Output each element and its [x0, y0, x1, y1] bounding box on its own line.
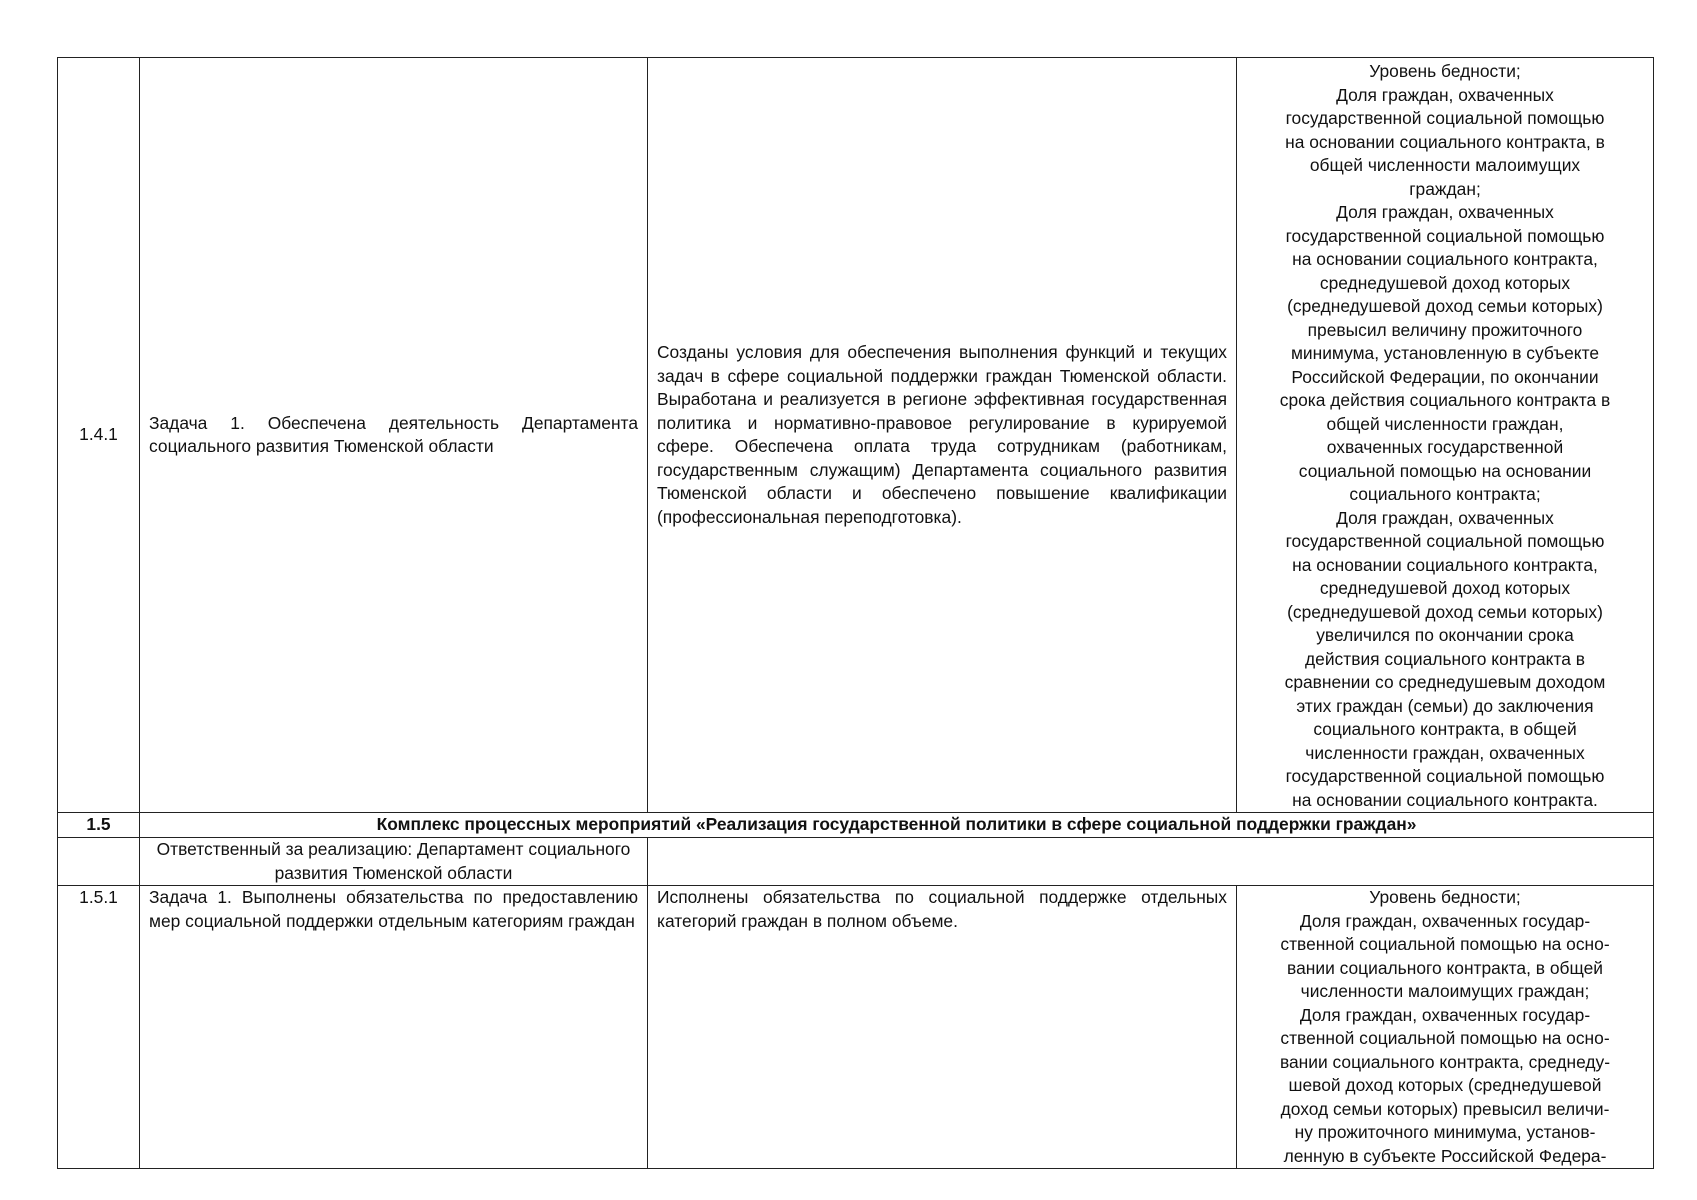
responsible-row — [58, 838, 1654, 886]
indicators-cell — [1237, 886, 1654, 1169]
indicator-line: охваченных государственной — [1326, 437, 1564, 457]
indicator-line: Доля граждан, охваченных — [1336, 507, 1554, 528]
indicator-line: численности граждан, охваченных — [1305, 742, 1585, 763]
document-table — [57, 57, 1654, 1169]
row-number: 1.4.1 — [58, 58, 140, 813]
table-row — [58, 58, 1654, 813]
indicator-line: превысил величину прожиточного — [1307, 319, 1583, 340]
indicator-line: численности малоимущих граждан; — [1300, 981, 1590, 1001]
indicator-line: ну прожиточного минимума, установ- — [1294, 1122, 1596, 1142]
indicator-line: минимума, установленную в субъекте — [1290, 343, 1600, 363]
indicator-line: государственной социальной помощью — [1285, 225, 1605, 246]
indicator-line: вании социального контракта, среднеду- — [1279, 1051, 1611, 1072]
task-cell: Задача 1. Обеспечена деятельность Департамента социального развития Тюменской области — [140, 58, 648, 813]
indicator-line: Российской Федерации, по окончании — [1291, 366, 1599, 387]
indicator-line: шевой доход которых (среднедушевой — [1288, 1075, 1602, 1095]
indicator-line: доход семьи которых) превысил величи- — [1280, 1098, 1610, 1119]
row-number: 1.5.1 — [58, 886, 140, 1169]
indicator-line: социального контракта; — [1349, 484, 1541, 504]
result-cell: Исполнены обязательства по социальной поддержке отдельных категорий граждан в полном объеме. — [648, 886, 1237, 1169]
indicator-line: государственной социальной помощью — [1285, 766, 1605, 786]
indicator-line: общей численности малоимущих — [1309, 155, 1581, 175]
task-cell: Задача 1. Выполнены обязательства по предоставлению мер социальной поддержки отдельным категориям граждан — [140, 886, 648, 1169]
section-title: Комплекс процессных мероприятий «Реализация государственной политики в сфере социальной поддержки граждан» — [140, 813, 1654, 838]
empty-cell — [648, 838, 1654, 886]
indicator-line: Уровень бедности; — [1369, 61, 1521, 81]
responsible-text: Ответственный за реализацию: Департамент социального развития Тюменской области — [140, 838, 648, 886]
indicator-line: (среднедушевой доход семьи которых) — [1287, 601, 1603, 622]
table-row — [58, 886, 1654, 1169]
empty-cell — [58, 838, 140, 886]
indicator-line: на основании социального контракта. — [1292, 789, 1598, 810]
indicators-cell — [1237, 58, 1654, 813]
indicator-line: Доля граждан, охваченных государ- — [1299, 1004, 1591, 1025]
indicator-line: действия социального контракта в — [1305, 648, 1585, 669]
indicator-line: социального контракта, в общей — [1313, 719, 1577, 739]
indicator-line: ленную в субъекте Российской Федера- — [1283, 1145, 1607, 1166]
indicator-line: Доля граждан, охваченных — [1336, 202, 1554, 222]
indicator-line: на основании социального контракта, в — [1285, 131, 1605, 152]
indicator-line: государственной социальной помощью — [1285, 531, 1605, 551]
section-header-row — [58, 813, 1654, 838]
section-number: 1.5 — [58, 813, 140, 838]
indicator-line: Доля граждан, охваченных государ- — [1299, 910, 1591, 931]
indicator-line: срока действия социального контракта в — [1279, 390, 1611, 410]
result-cell: Созданы условия для обеспечения выполнения функций и текущих задач в сфере социальной поддержки граждан Тюменской области. Выработана и реализуется в регионе эффективная государственная политика и нормативно-правовое регулирование в курируемой сфере. Обеспечена оплата труда сотрудникам (работникам, государственным служащим) Департамента социального развития Тюменской области и обеспечено повышение квалификации (профессиональная переподготовка). — [648, 58, 1237, 813]
indicator-line: социальной помощью на основании — [1298, 460, 1592, 481]
indicator-line: государственной социальной помощью — [1285, 108, 1605, 128]
indicator-line: Уровень бедности; — [1369, 887, 1521, 907]
indicator-line: этих граждан (семьи) до заключения — [1296, 695, 1594, 716]
indicator-line: на основании социального контракта, — [1292, 554, 1598, 575]
indicator-line: увеличился по окончании срока — [1316, 625, 1574, 645]
indicator-line: граждан; — [1409, 178, 1481, 199]
indicator-line: на основании социального контракта, — [1292, 249, 1598, 269]
indicator-line: сравнении со среднедушевым доходом — [1284, 672, 1606, 692]
indicator-line: общей численности граждан, — [1326, 413, 1564, 434]
indicator-line: вании социального контракта, в общей — [1287, 957, 1603, 978]
indicator-line: среднедушевой доход которых — [1319, 578, 1571, 598]
indicator-line: (среднедушевой доход семьи которых) — [1287, 296, 1603, 316]
indicator-line: Доля граждан, охваченных — [1336, 84, 1554, 105]
indicator-line: ственной социальной помощью на осно- — [1280, 1028, 1610, 1048]
indicator-line: ственной социальной помощью на осно- — [1280, 934, 1610, 954]
indicator-line: среднедушевой доход которых — [1319, 272, 1571, 293]
